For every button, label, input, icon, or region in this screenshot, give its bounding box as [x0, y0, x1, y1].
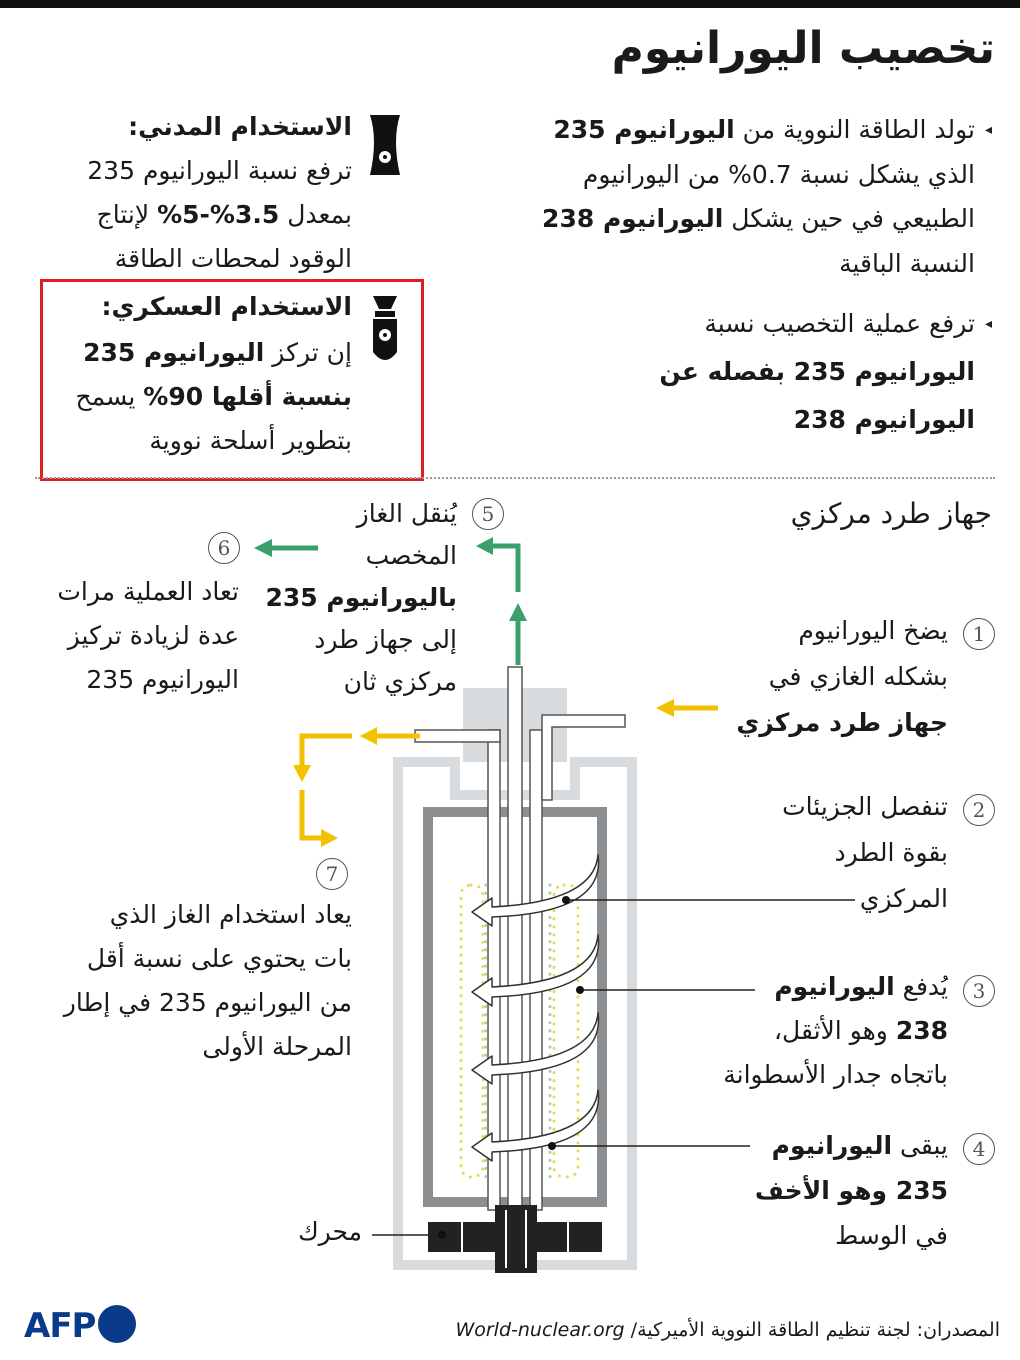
step-2-number: 2 [963, 794, 995, 826]
step-7-number: 7 [316, 858, 348, 890]
step-1-number: 1 [963, 618, 995, 650]
text-run: من اليورانيوم 235 في إطار [63, 988, 352, 1017]
bold-run: بنسبة أقلها 90% [143, 382, 352, 411]
text-run: إن تركز [264, 338, 352, 367]
bold-run: 235 وهو الأخف [754, 1176, 948, 1205]
bold-run: اليورانيوم [774, 972, 895, 1001]
civil-use-heading: الاستخدام المدني: [128, 112, 352, 141]
text-run: تنفصل الجزيئات [782, 792, 948, 821]
feed-arrow [656, 699, 718, 717]
text-run: الوقود لمحطات الطاقة [114, 244, 352, 273]
text-run: بمعدل [279, 200, 352, 229]
bold-run: باليورانيوم 235 [265, 583, 457, 612]
bullet-marker: ◂ [985, 122, 993, 138]
text-run: الذي يشكل نسبة 0.7% من اليورانيوم [582, 159, 975, 189]
text-run: يضخ اليورانيوم [798, 616, 948, 645]
text-run: باتجاه جدار الأسطوانة [723, 1060, 948, 1089]
text-run: يبقى [892, 1131, 948, 1160]
text-run: ترفع نسبة اليورانيوم 235 [87, 156, 352, 185]
step-4-number: 4 [963, 1133, 995, 1165]
bold-run: 3.5%-5% [157, 200, 280, 229]
text-run: يُنقل الغاز [356, 499, 457, 528]
bold-run: 238 [895, 1016, 948, 1045]
step-6-number: 6 [208, 532, 240, 564]
step-5-number: 5 [472, 498, 504, 530]
text-run: المرحلة الأولى [202, 1032, 352, 1061]
bullet-marker: ◂ [985, 316, 993, 332]
bold-run: اليورانيوم 235 [83, 338, 265, 367]
afp-logo: AFP [24, 1306, 96, 1346]
nuclear-plant-icon [370, 115, 400, 175]
source-site: World-nuclear.org [455, 1319, 625, 1341]
text-run: يسمح [75, 382, 144, 411]
step-3-number: 3 [963, 975, 995, 1007]
text-run: المخصب [365, 541, 457, 570]
text-run: يعاد استخدام الغاز الذي [109, 900, 352, 929]
military-use-heading: الاستخدام العسكري: [101, 292, 352, 321]
text-run: وهو الأثقل، [773, 1016, 896, 1045]
text-run: ترفع عملية التخصيب نسبة [704, 309, 975, 338]
bold-run: اليورانيوم [771, 1131, 893, 1160]
text-run: لإنتاج [96, 200, 158, 229]
text-run: يُدفع [894, 972, 948, 1001]
bold-run: اليورانيوم 235 بفصله عن [659, 357, 975, 386]
bomb-icon [373, 296, 397, 360]
enriched-output-arrow [254, 537, 527, 665]
text-run: بقوة الطرد [834, 838, 948, 867]
text-run: بات يحتوي على نسبة أقل [86, 944, 352, 973]
centrifuge-title: جهاز طرد مركزي [790, 497, 992, 530]
text-run: بتطوير أسلحة نووية [149, 426, 352, 455]
bold-run: جهاز طرد مركزي [736, 708, 948, 737]
bold-run: اليورانيوم 235 [553, 115, 735, 144]
text-run: النسبة الباقية [839, 248, 975, 278]
text-run: مركزي ثان [343, 667, 457, 696]
page-title: تخصيب اليورانيوم [611, 23, 995, 74]
text-run: تعاد العملية مرات [57, 577, 239, 606]
text-run: اليورانيوم 235 [86, 665, 239, 694]
source-credit: المصدران: لجنة تنظيم الطاقة النووية الأميركية/ World-nuclear.org [455, 1319, 1000, 1341]
bold-run: اليورانيوم 238 [542, 204, 724, 233]
text-run: تولد الطاقة النووية من [734, 115, 975, 144]
text-run: الطبيعي في حين يشكل [723, 204, 975, 233]
text-run: في الوسط [835, 1221, 948, 1250]
motor-label: محرك [298, 1217, 362, 1246]
bold-run: اليورانيوم 238 [793, 405, 975, 434]
text-run: إلى جهاز طرد [314, 625, 457, 654]
text-run: بشكله الغازي في [768, 662, 948, 691]
text-run: عدة لزيادة تركيز [67, 621, 239, 650]
text-run: المركزي [859, 884, 948, 913]
